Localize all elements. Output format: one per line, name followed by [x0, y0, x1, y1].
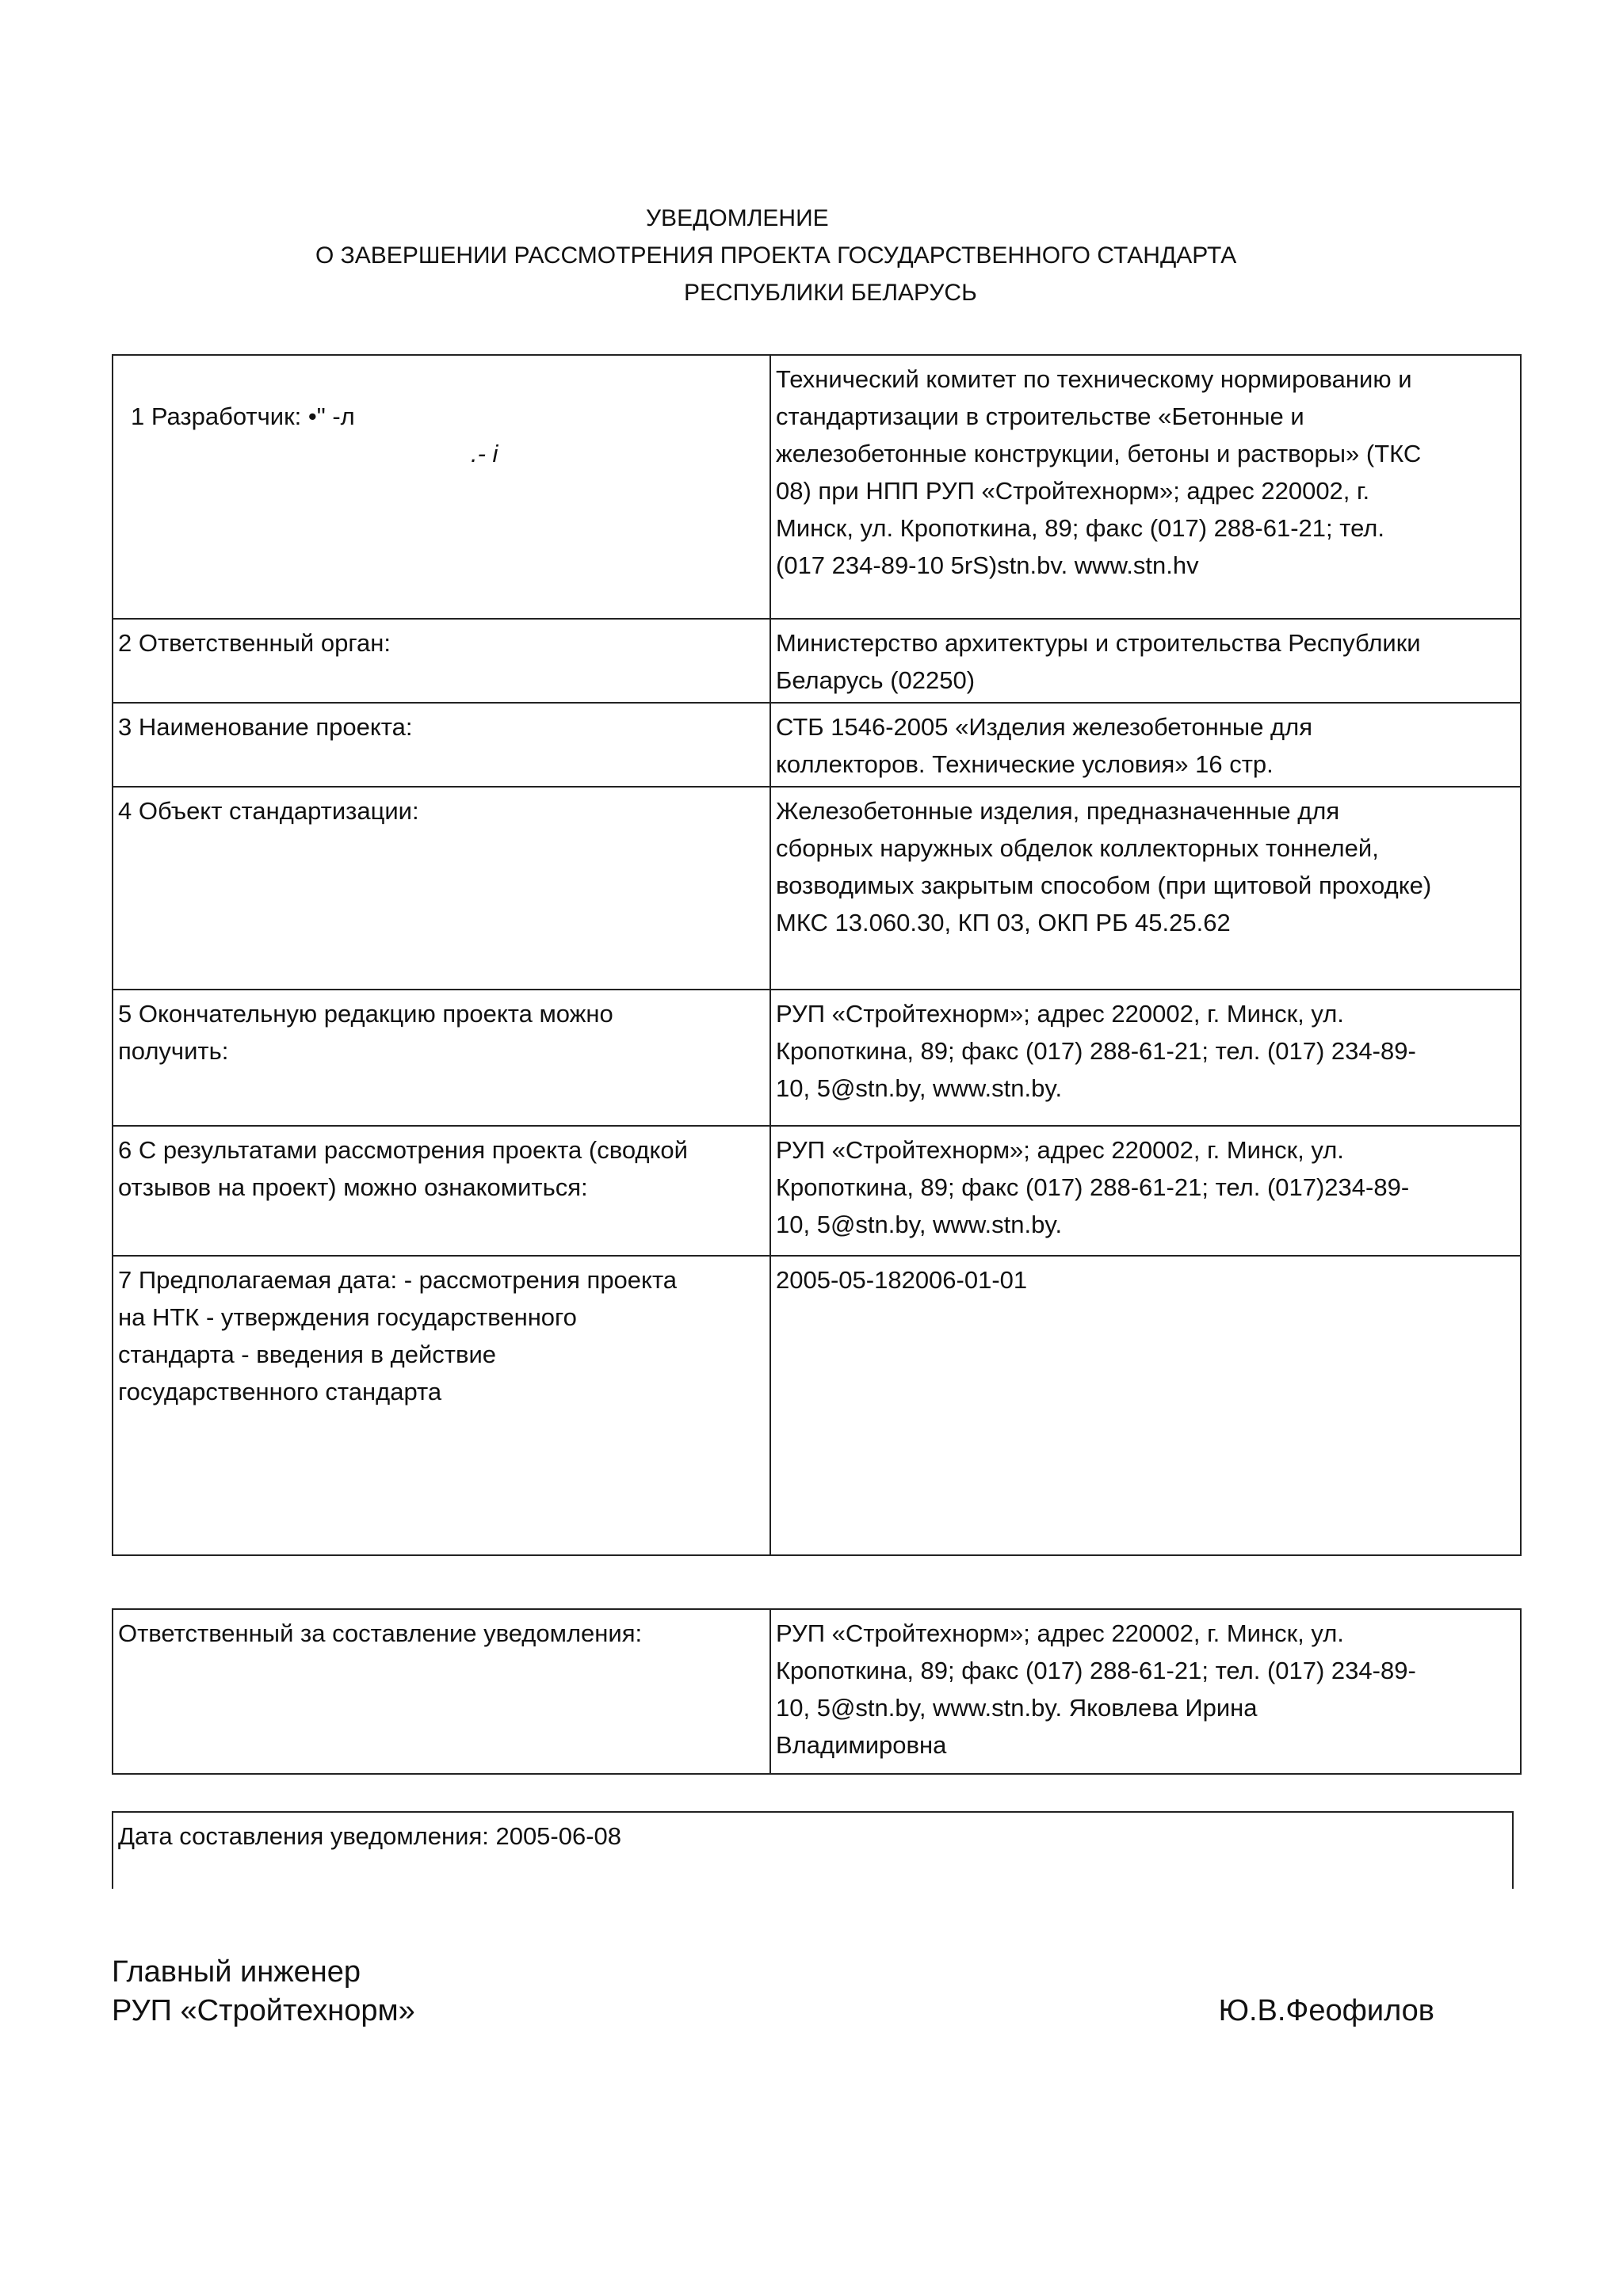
table-row-review-results	[113, 1126, 1521, 1256]
row-value-expected-dates: 2005-05-182006-01-01	[770, 1256, 1521, 1555]
table-row-expected-dates	[113, 1256, 1521, 1555]
row-value-project-name: СТБ 1546-2005 «Изделия железобетонные для коллекторов. Технические условия» 16 стр.	[770, 703, 1521, 787]
row-label-developer	[113, 355, 770, 619]
table-row-final-edition	[113, 990, 1521, 1126]
document-header	[0, 200, 1623, 311]
row-label-standardization-object: 4 Объект стандартизации:	[113, 787, 770, 990]
header-country: РЕСПУБЛИКИ БЕЛАРУСЬ	[684, 280, 977, 306]
date-table	[112, 1811, 1514, 1889]
table-row-developer	[113, 355, 1521, 619]
developer-handwritten-mark: .- i	[471, 440, 498, 467]
row-value-standardization-object: Железобетонные изделия, предназначенные для сборных наружных обделок коллекторных тоннелей, возводимых закрытым способом (при щитовой проходке) МКС 13.060.30, КП 03, ОКП РБ 45.25.62	[770, 787, 1521, 990]
row-label-review-results: 6 С результатами рассмотрения проекта (сводкой отзывов на проект) можно ознакомиться:	[113, 1126, 770, 1256]
table-row-project-name	[113, 703, 1521, 787]
table-row-notice-author	[113, 1609, 1521, 1774]
table-row-standardization-object	[113, 787, 1521, 990]
responsible-table	[112, 1608, 1522, 1775]
row-label-final-edition: 5 Окончательную редакцию проекта можно получить:	[113, 990, 770, 1126]
notice-date: Дата составления уведомления: 2005-06-08	[113, 1812, 1513, 1889]
row-value-developer: Технический комитет по техническому нормированию и стандартизации в строительстве «Бетонные и железобетонные конструкции, бетоны и растворы» (ТКС 08) при НПП РУП «Стройтехнорм»; адрес 220002, г. Минск, ул. Кропоткина, 89; факс (017) 288-61-21; тел. (017 234-89-10 5rS)stn.bv. www.stn.hv	[770, 355, 1521, 619]
signer-name: Ю.В.Феофилов	[1218, 1994, 1434, 2027]
row-label-expected-dates: 7 Предполагаемая дата: - рассмотрения проекта на НТК - утверждения государственного стандарта - введения в действие государственного стандарта	[113, 1256, 770, 1555]
row-label-project-name: 3 Наименование проекта:	[113, 703, 770, 787]
row-value-review-results: РУП «Стройтехнорм»; адрес 220002, г. Минск, ул. Кропоткина, 89; факс (017) 288-61-21; тел. (017)234-89- 10, 5@stn.by, www.stn.by.	[770, 1126, 1521, 1256]
responsible-label: Ответственный за составление уведомления:	[113, 1609, 770, 1774]
responsible-value: РУП «Стройтехнорм»; адрес 220002, г. Минск, ул. Кропоткина, 89; факс (017) 288-61-21; тел. (017) 234-89- 10, 5@stn.by, www.stn.by. Яковлева Ирина Владимировна	[770, 1609, 1521, 1774]
developer-label: 1 Разработчик: •" -л	[131, 402, 355, 430]
row-value-responsible-body: Министерство архитектуры и строительства Республики Беларусь (02250)	[770, 619, 1521, 703]
row-label-responsible-body: 2 Ответственный орган:	[113, 619, 770, 703]
signer-organization: РУП «Стройтехнорм»	[112, 1994, 415, 2027]
row-value-final-edition: РУП «Стройтехнорм»; адрес 220002, г. Минск, ул. Кропоткина, 89; факс (017) 288-61-21; тел. (017) 234-89- 10, 5@stn.by, www.stn.by.	[770, 990, 1521, 1126]
table-row-responsible-body	[113, 619, 1521, 703]
header-subtitle: О ЗАВЕРШЕНИИ РАССМОТРЕНИЯ ПРОЕКТА ГОСУДАРСТВЕННОГО СТАНДАРТА	[315, 242, 1237, 269]
signature-block	[112, 1953, 1514, 2031]
notice-table	[112, 354, 1522, 1556]
header-title: УВЕДОМЛЕНИЕ	[646, 205, 829, 231]
table-row-notice-date	[113, 1812, 1513, 1889]
signer-position: Главный инженер	[112, 1955, 361, 1989]
